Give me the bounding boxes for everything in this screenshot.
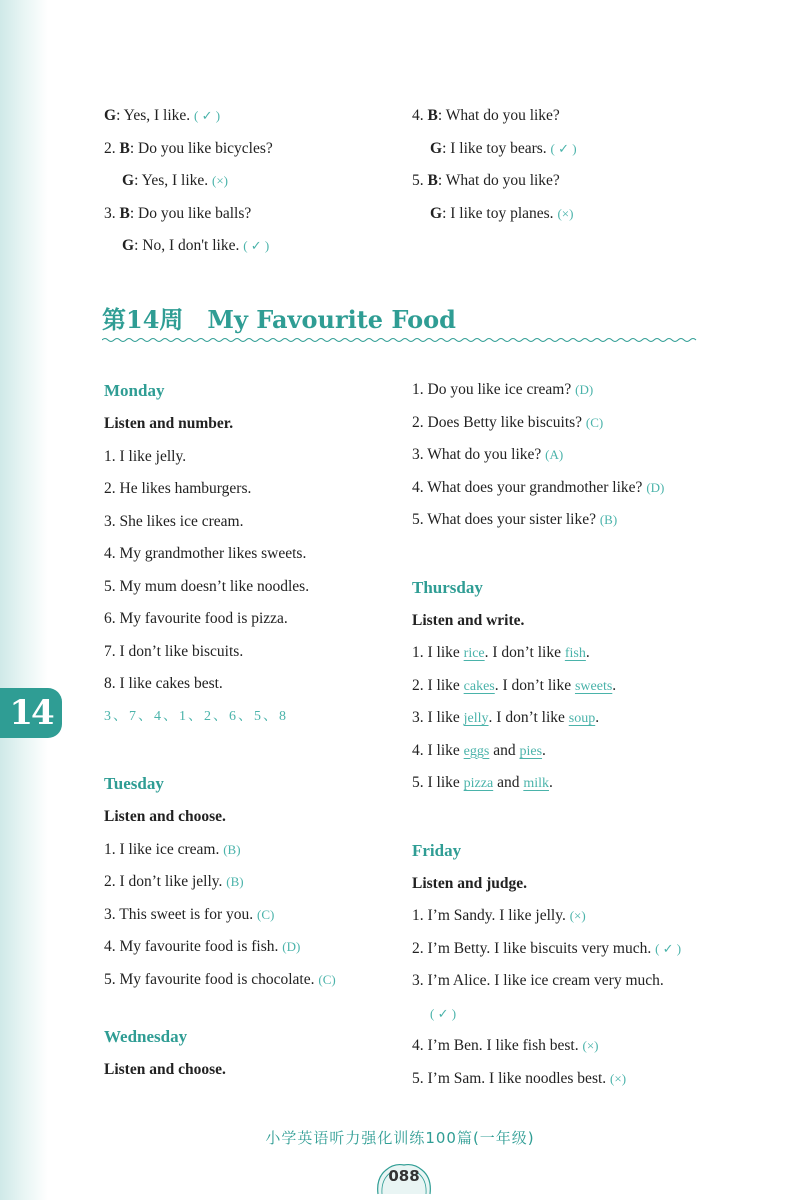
instruction: Listen and judge. [412,874,527,892]
day-heading-wednesday: Wednesday [104,1027,188,1046]
list-item: 1. I like jelly. [104,447,187,465]
top-right-column [412,100,577,230]
filled-blank: pizza [463,776,494,791]
list-item: 2. I like cakes. I don’t like sweets. [412,676,617,694]
filled-blank: sweets [574,678,613,694]
dialog-line: G: I like toy planes. (×) [430,204,574,222]
week-side-tab: 14 [0,688,62,738]
list-item: 4. My grandmother likes sweets. [104,545,307,562]
day-heading-friday: Friday [412,840,462,860]
dialog-line: 2. B: Do you like bicycles? [104,139,273,157]
filled-blank: jelly [463,711,489,726]
list-item-answer: ( ✓ ) [430,1005,457,1021]
left-column [104,374,336,1087]
filled-blank: pies [519,743,543,759]
answer-sequence: 3、7、4、1、2、6、5、8 [104,708,288,724]
instruction: Listen and write. [412,611,525,629]
list-item: 8. I like cakes best. [104,675,223,692]
week-number: 第14周 [102,305,184,334]
list-item: 2. He likes hamburgers. [104,480,252,497]
list-item: 5. What does your sister like? (B) [412,511,618,528]
list-item: 5. My mum doesn’t like noodles. [104,577,310,595]
dialog-line: G: I like toy bears. ( ✓ ) [430,139,577,157]
list-item: 2. I’m Betty. I like biscuits very much. ( ✓ ) [412,939,682,957]
list-item: 1. Do you like ice cream? (D) [412,381,594,398]
list-item: 2. Does Betty like biscuits? (C) [412,413,604,431]
dialog-line: 5. B: What do you like? [412,172,560,189]
list-item: 1. I’m Sandy. I like jelly. (×) [412,907,586,924]
page-number: 088 [388,1167,420,1185]
instruction: Listen and choose. [104,1061,226,1078]
dialog-line: G: Yes, I like. ( ✓ ) [104,107,221,124]
list-item: 5. My favourite food is chocolate. (C) [104,970,336,988]
filled-blank: rice [463,646,485,661]
dialog-line: G: No, I don't like. ( ✓ ) [122,237,270,254]
filled-blank: eggs [463,743,490,759]
list-item: 3. What do you like? (A) [412,446,564,463]
week-heading [102,300,456,335]
dialog-line: G: Yes, I like. (×) [122,172,229,189]
filled-blank: milk [523,776,549,791]
list-item: 3. I’m Alice. I like ice cream very much. [412,972,664,989]
dialog-line: 4. B: What do you like? [412,107,560,124]
top-left-column [104,100,273,263]
book-title-footer: 小学英语听力强化训练100篇(一年级) [265,1129,535,1147]
filled-blank: cakes [463,678,495,694]
left-margin-band [0,0,48,1200]
right-column [412,374,681,1095]
list-item: 6. My favourite food is pizza. [104,610,288,627]
dialog-line: 3. B: Do you like balls? [104,204,252,222]
wavy-underline [102,336,698,344]
list-item: 1. I like ice cream. (B) [104,840,241,858]
week-title: My Favourite Food [207,305,456,334]
list-item: 4. I’m Ben. I like fish best. (×) [412,1037,599,1054]
list-item: 1. I like rice. I don’t like fish. [412,644,590,661]
list-item: 3. This sweet is for you. (C) [104,905,275,923]
list-item: 5. I like pizza and milk. [412,774,553,791]
list-item: 4. My favourite food is fish. (D) [104,938,301,955]
list-item: 7. I don’t like biscuits. [104,642,244,660]
day-heading-tuesday: Tuesday [104,774,164,793]
day-heading-thursday: Thursday [412,577,483,597]
list-item: 3. I like jelly. I don’t like soup. [412,709,600,726]
instruction: Listen and number. [104,415,234,432]
list-item: 4. What does your grandmother like? (D) [412,478,665,496]
filled-blank: fish [564,646,586,661]
list-item: 5. I’m Sam. I like noodles best. (×) [412,1069,627,1087]
filled-blank: soup [568,711,596,726]
list-item: 2. I don’t like jelly. (B) [104,873,244,890]
instruction: Listen and choose. [104,808,226,825]
day-heading-monday: Monday [104,381,165,400]
list-item: 3. She likes ice cream. [104,512,244,530]
list-item: 4. I like eggs and pies. [412,741,546,759]
